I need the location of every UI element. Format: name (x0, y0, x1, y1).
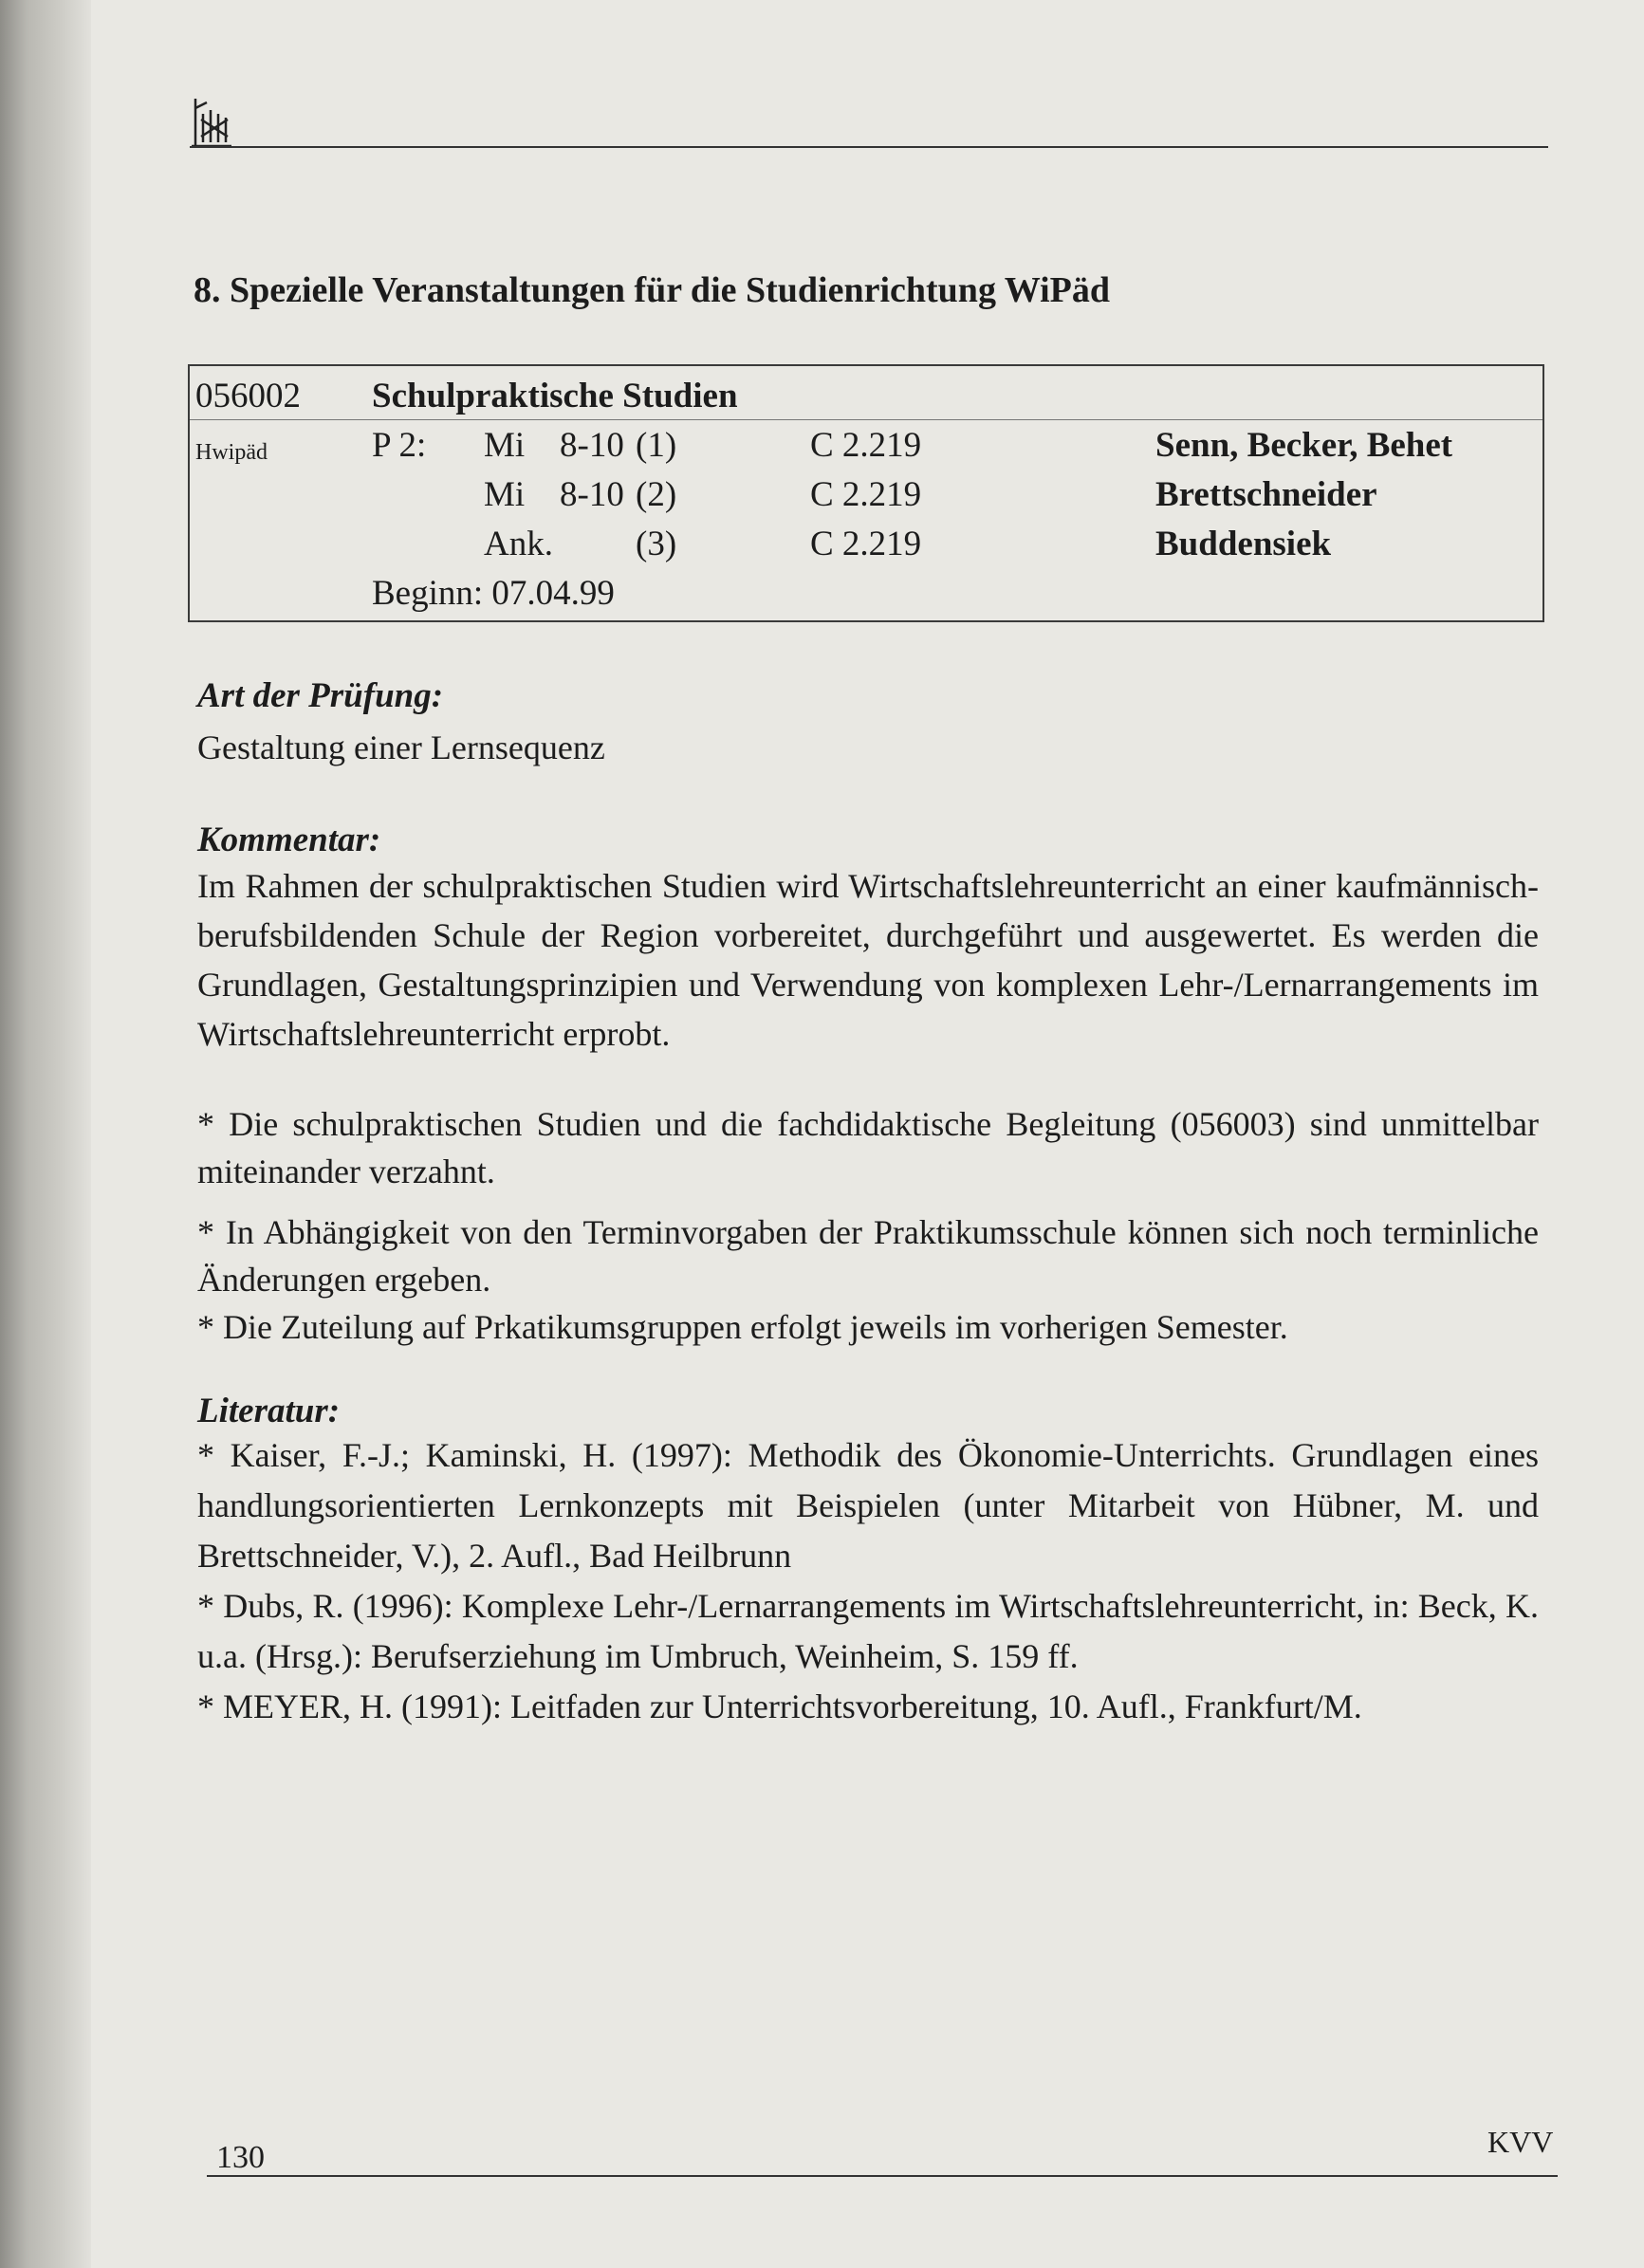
literature-heading: Literatur: (197, 1392, 341, 1430)
course-program: Hwipäd (195, 440, 268, 465)
session-room: C 2.219 (810, 475, 922, 514)
session-day: Mi (484, 475, 526, 514)
commentary-note: * In Abhängigkeit von den Terminvorgaben der Praktikumsschule können sich noch terminliche Änderungen ergeben. (197, 1213, 1539, 1299)
course-number: 056002 (195, 377, 301, 415)
exam-text: Gestaltung einer Lernsequenz (197, 728, 605, 766)
commentary-paragraph: Im Rahmen der schulpraktischen Studien wird Wirtschaftslehreunterricht an einer kaufmännisch-berufsbildenden Schule der Region vorbereitet, durchgeführt und ausgewertet. Es werden die Grundlagen, Gestaltungsprinzipien und Verwendung von komplexen Lehr-/Lernarrangements im Wirtschaftslehreunterricht erprobt. (197, 867, 1539, 1053)
literature-list (197, 1430, 1539, 1732)
commentary-note: * Die Zuteilung auf Prkatikumsgruppen erfolgt jeweils im vorherigen Semester. (197, 1308, 1288, 1346)
header-rule (190, 146, 1548, 148)
session-group: (3) (636, 525, 677, 563)
session-time: 8-10 (560, 426, 624, 465)
university-logo-icon (190, 95, 235, 150)
footer-rule (207, 2175, 1558, 2177)
literature-item: * MEYER, H. (1991): Leitfaden zur Unterrichtsvorbereitung, 10. Aufl., Frankfurt/M. (197, 1687, 1362, 1725)
commentary-note: * Die schulpraktischen Studien und die fachdidaktische Begleitung (056003) sind unmittelbar miteinander verzahnt. (197, 1105, 1539, 1190)
session-room: C 2.219 (810, 426, 922, 465)
course-info-box (188, 364, 1544, 622)
course-box-divider (190, 419, 1542, 420)
session-day: Mi (484, 426, 526, 465)
commentary-heading: Kommentar: (197, 821, 381, 859)
session-day: Ank. (484, 525, 553, 563)
exam-heading: Art der Prüfung: (197, 676, 444, 715)
course-type: P 2: (372, 426, 427, 465)
session-lecturer: Buddensiek (1155, 525, 1332, 563)
session-lecturer: Brettschneider (1155, 475, 1377, 514)
session-group: (2) (636, 475, 677, 514)
section-title: 8. Spezielle Veranstaltungen für die Studienrichtung WiPäd (194, 270, 1110, 310)
course-title: Schulpraktische Studien (372, 377, 738, 415)
session-room: C 2.219 (810, 525, 922, 563)
literature-item: * Kaiser, F.-J.; Kaminski, H. (1997): Methodik des Ökonomie-Unterrichts. Grundlagen eines handlungsorientierten Lernkonzepts mit Beispielen (unter Mitarbeit von Hübner, M. und Brettschneider, V.), 2. Aufl., Bad Heilbrunn (197, 1436, 1539, 1575)
literature-item: * Dubs, R. (1996): Komplexe Lehr-/Lernarrangements im Wirtschaftslehreunterricht, in: Beck, K. u.a. (Hrsg.): Berufserziehung im Umbruch, Weinheim, S. 159 ff. (197, 1587, 1539, 1675)
session-time: 8-10 (560, 475, 624, 514)
session-group: (1) (636, 426, 677, 465)
commentary-notes (197, 1100, 1539, 1351)
footer-label: KVV (1487, 2125, 1554, 2159)
book-page-edge (0, 0, 91, 2268)
course-start-date: Beginn: 07.04.99 (372, 574, 615, 613)
session-lecturer: Senn, Becker, Behet (1155, 426, 1453, 465)
page-number: 130 (216, 2140, 265, 2175)
